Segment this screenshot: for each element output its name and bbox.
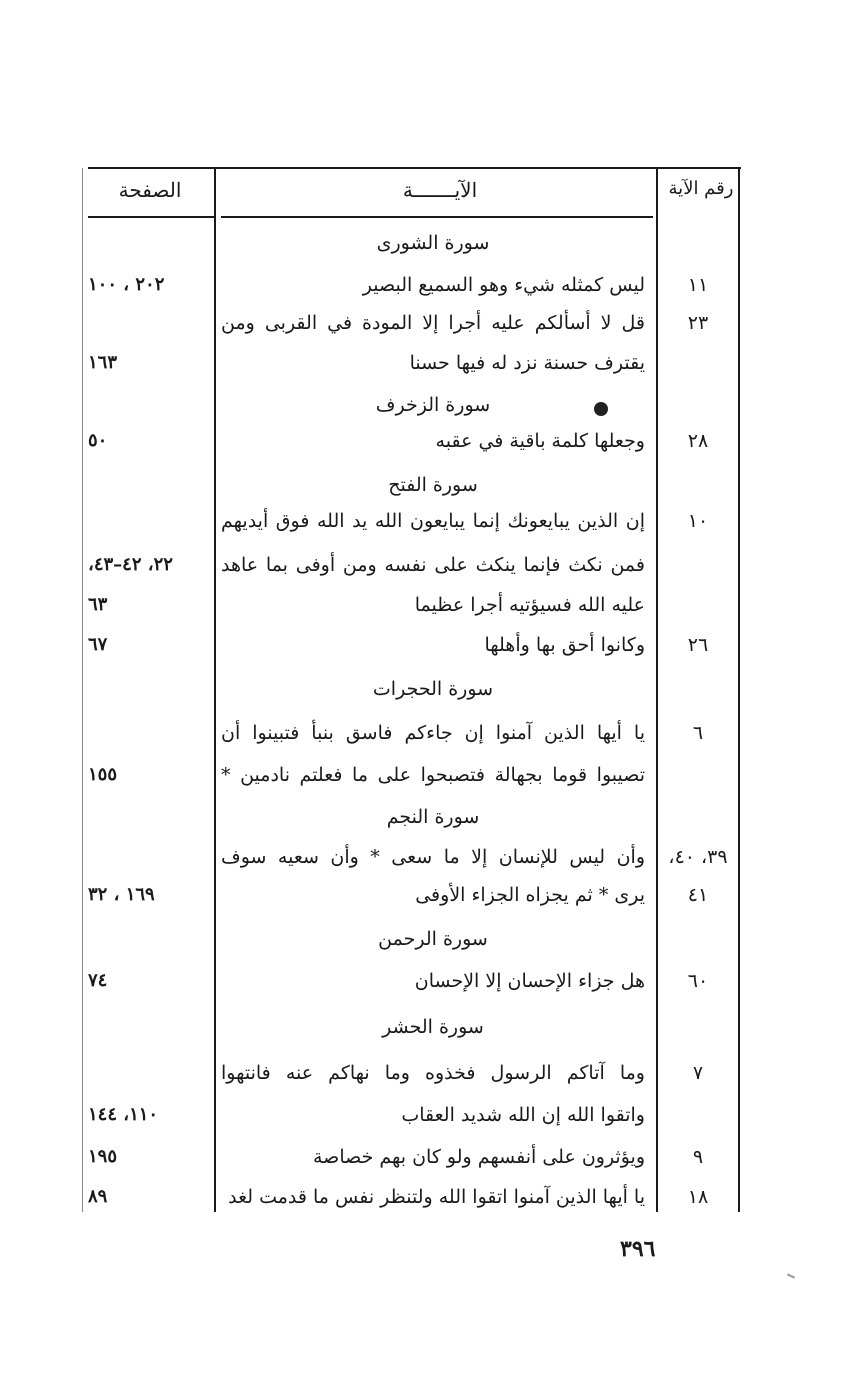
verse-text: عليه الله فسيؤتيه أجرا عظيما — [414, 594, 645, 616]
verse-column-divider — [656, 168, 658, 1212]
verse-number: ٦٠ — [687, 970, 709, 992]
surah-heading: سورة الحشر — [382, 1016, 484, 1038]
verse-text: يا أيها الذين آمنوا اتقوا الله ولتنظر نفس ما قدمت لغد — [228, 1186, 645, 1208]
verse-text: قل لا أسألكم عليه أجرا إلا المودة في القربى ومن — [221, 312, 645, 334]
verse-column-header: الآيـــــــة — [402, 178, 478, 202]
page-references: ٢٢، ٤٢–٤٣، — [88, 554, 173, 575]
page-references: ٥٠ — [88, 430, 108, 451]
verse-text: يرى * ثم يجزاه الجزاء الأوفى — [415, 884, 645, 906]
page-references: ٦٧ — [88, 634, 108, 655]
verse-number: ٢٨ — [687, 430, 709, 452]
surah-heading: سورة الشورى — [376, 232, 490, 254]
surah-heading: سورة الزخرف — [375, 394, 491, 416]
verse-text: يا أيها الذين آمنوا إن جاءكم فاسق بنبأ فتبينوا أن — [221, 722, 645, 744]
surah-heading: سورة الحجرات — [372, 678, 494, 700]
verse-text: واتقوا الله إن الله شديد العقاب — [401, 1104, 645, 1126]
verse-text: وما آتاكم الرسول فخذوه وما نهاكم عنه فانتهوا — [221, 1062, 645, 1084]
verse-text: هل جزاء الإحسان إلا الإحسان — [414, 970, 645, 992]
verse-number: ٢٣ — [687, 312, 709, 334]
page-references: ١٩٥ — [88, 1146, 118, 1167]
page-references: ٧٤ — [88, 970, 108, 991]
verse-number: ١٨ — [687, 1186, 709, 1208]
verse-number: ٩ — [692, 1146, 704, 1168]
verse-text: ليس كمثله شيء وهو السميع البصير — [362, 274, 645, 296]
verse-text: وكانوا أحق بها وأهلها — [484, 634, 645, 656]
verse-number: ٧ — [692, 1062, 704, 1084]
ink-blot — [594, 402, 608, 416]
verse-text: وجعلها كلمة باقية في عقبه — [435, 430, 645, 452]
page-mark — [787, 1273, 795, 1278]
surah-heading: سورة الرحمن — [378, 928, 488, 950]
page-number: ٣٩٦ — [620, 1236, 656, 1262]
verse-text: تصيبوا قوما بجهالة فتصبحوا على ما فعلتم نادمين * — [221, 764, 645, 786]
pages-column-header: الصفحة — [118, 178, 182, 202]
page-references: ٢٠٢ ، ١٠٠ — [88, 274, 165, 295]
page-references: ١٦٣ — [88, 352, 118, 373]
surah-heading: سورة الفتح — [388, 474, 478, 496]
verse-number: ٣٩، ٤٠، — [668, 846, 728, 868]
page-references: ٦٣ — [88, 594, 108, 615]
verse-number: ١٠ — [687, 510, 709, 532]
number-column-header: رقم الآية — [668, 178, 734, 199]
verse-number: ١١ — [687, 274, 709, 296]
verse-text: يقترف حسنة نزد له فيها حسنا — [409, 352, 645, 374]
pages-column-divider — [214, 168, 216, 1212]
number-column-divider — [738, 168, 740, 1212]
pages-header-rule — [88, 216, 214, 218]
verse-header-rule — [221, 216, 653, 218]
verse-text: وأن ليس للإنسان إلا ما سعى * وأن سعيه سوف — [221, 846, 645, 868]
left-page-edge — [82, 168, 83, 1212]
page-references: ٨٩ — [88, 1186, 108, 1207]
page-references: ١٦٩ ، ٣٢ — [88, 884, 155, 905]
surah-heading: سورة النجم — [386, 806, 480, 828]
verse-number: ٢٦ — [687, 634, 709, 656]
table-top-rule — [88, 167, 741, 169]
page-references: ١١٠، ١٤٤ — [88, 1104, 159, 1125]
verse-text: ويؤثرون على أنفسهم ولو كان بهم خصاصة — [313, 1146, 645, 1168]
page-references: ١٥٥ — [88, 764, 118, 785]
verse-number: ٤١ — [687, 884, 709, 906]
verse-number: ٦ — [692, 722, 704, 744]
verse-text: إن الذين يبايعونك إنما يبايعون الله يد الله فوق أيديهم — [221, 510, 645, 532]
verse-text: فمن نكث فإنما ينكث على نفسه ومن أوفى بما عاهد — [221, 554, 645, 576]
